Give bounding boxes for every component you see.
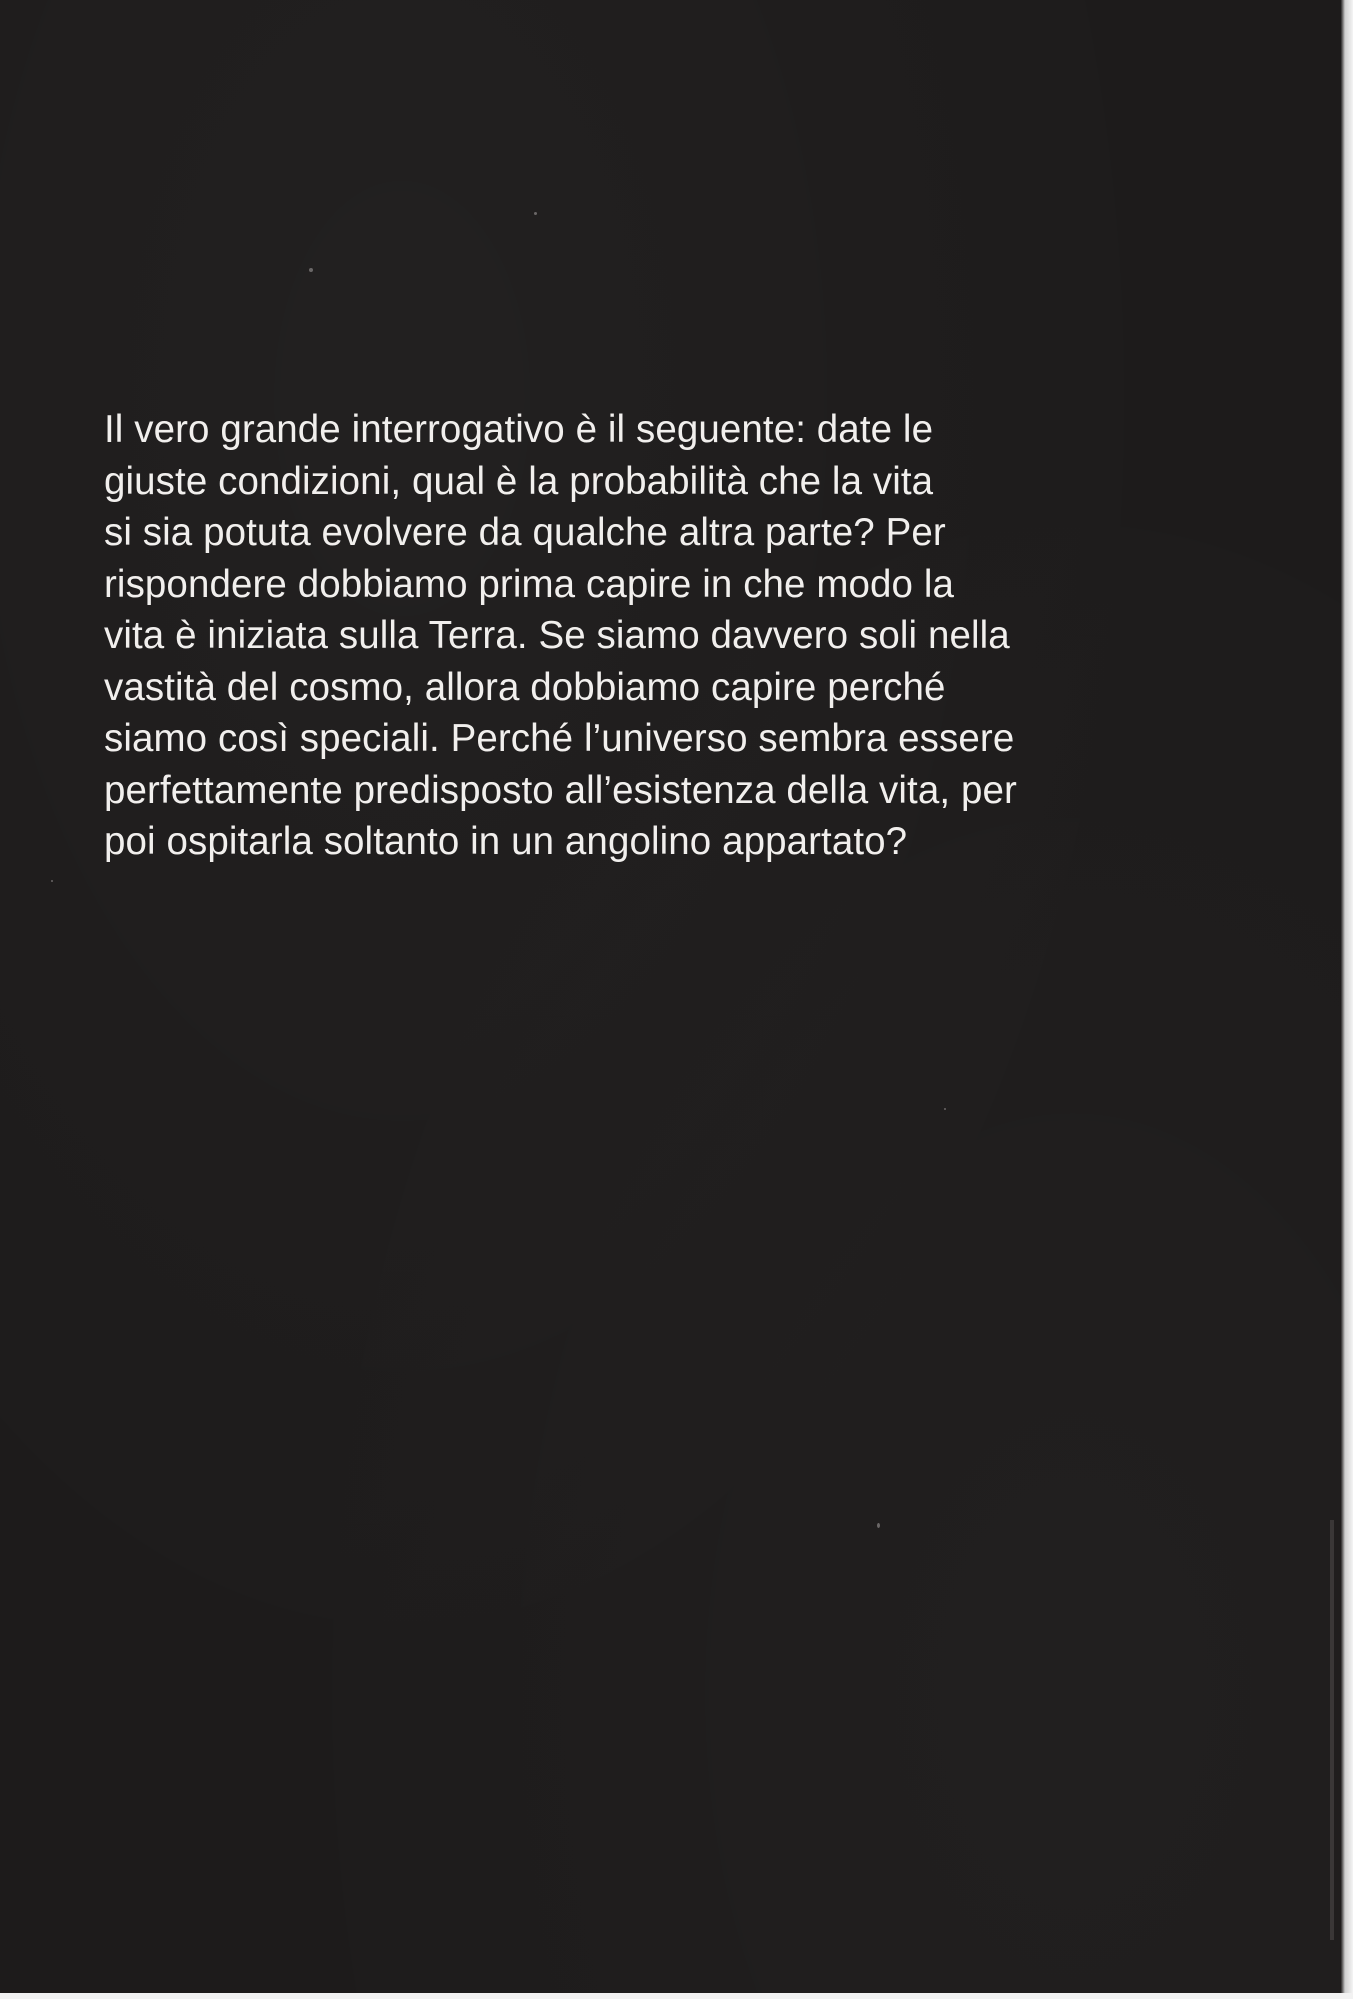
blurb-line: poi ospitarla soltanto in un angolino appartato? bbox=[104, 820, 908, 863]
blurb-line: siamo così speciali. Perché l’universo sembra essere bbox=[104, 717, 1015, 760]
dust-speck bbox=[534, 212, 537, 215]
blurb-line: Il vero grande interrogativo è il seguente: date le bbox=[104, 408, 934, 451]
dust-speck bbox=[877, 1523, 880, 1528]
dust-speck bbox=[51, 880, 53, 882]
page-edge-right bbox=[1341, 0, 1353, 1999]
page-edge-bottom bbox=[0, 1993, 1353, 1999]
blurb-line: vastità del cosmo, allora dobbiamo capire perché bbox=[104, 665, 946, 709]
blurb-line: vita è iniziata sulla Terra. Se siamo davvero soli nella bbox=[104, 614, 1010, 657]
back-cover-blurb bbox=[104, 404, 1244, 868]
dust-speck bbox=[944, 1108, 946, 1110]
blurb-line: si sia potuta evolvere da qualche altra parte? Per bbox=[104, 511, 946, 554]
spine-shadow bbox=[1330, 1520, 1334, 1940]
blurb-line: rispondere dobbiamo prima capire in che modo la bbox=[104, 562, 955, 606]
blurb-line: giuste condizioni, qual è la probabilità che la vita bbox=[104, 459, 934, 503]
dust-speck bbox=[309, 268, 313, 272]
blurb-line: perfettamente predisposto all’esistenza della vita, per bbox=[104, 768, 1017, 812]
